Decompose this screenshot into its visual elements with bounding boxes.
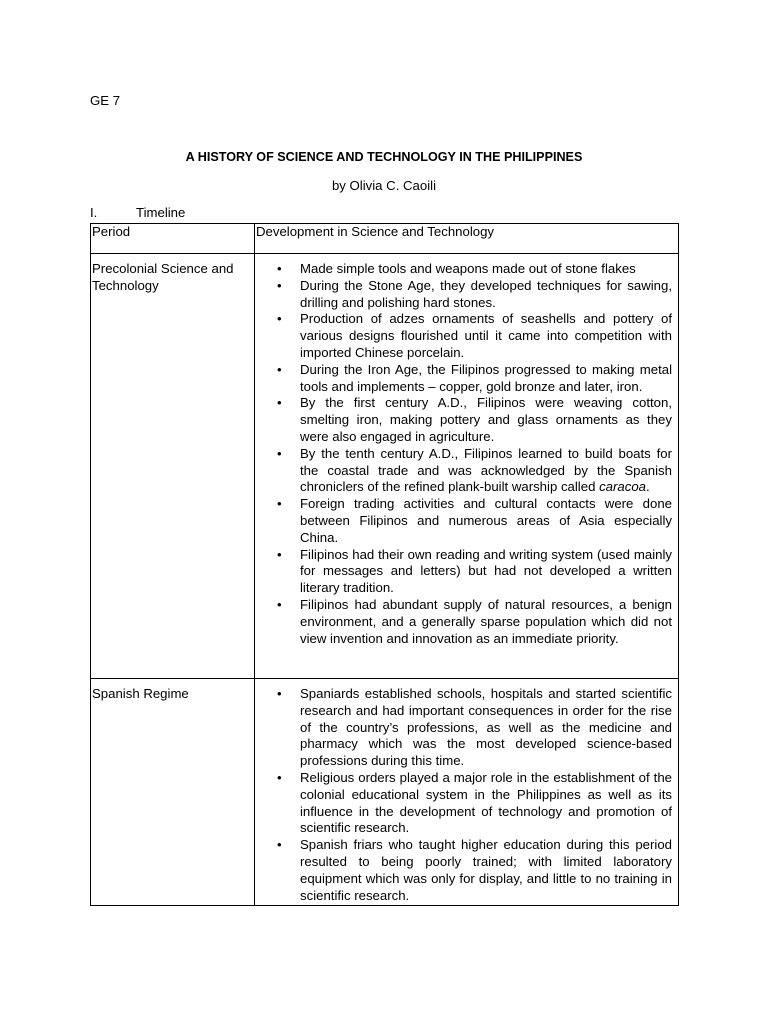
list-item: • Made simple tools and weapons made out of stone flakes xyxy=(277,261,636,276)
list-item: • Production of adzes ornaments of seashells and pottery of various designs flourished until it came into competition with imported Chinese porcelain. xyxy=(277,311,672,360)
list-item: • Foreign trading activities and cultural contacts were done between Filipinos and numerous areas of Asia especially China. xyxy=(277,496,672,545)
period-cell: Spanish Regime xyxy=(91,679,255,906)
bullet-icon: • xyxy=(277,261,282,276)
period-cell: Precolonial Science and Technology xyxy=(91,254,255,679)
bullet-icon: • xyxy=(277,496,282,512)
italic-term: caracoa xyxy=(599,479,646,495)
table-row xyxy=(91,254,679,679)
document-title: A HISTORY OF SCIENCE AND TECHNOLOGY IN THE PHILIPPINES xyxy=(185,150,583,164)
list-item: • By the tenth century A.D., Filipinos learned to build boats for the coastal trade and was acknowledged by the Spanish chroniclers of the refined plank-built warship called caracoa. xyxy=(277,445,672,495)
list-item: • During the Iron Age, the Filipinos progressed to making metal tools and implements – copper, gold bronze and later, iron. xyxy=(277,361,672,394)
list-item: • Religious orders played a major role in the establishment of the colonial educational system in the Philippines as well as its influence in the development of technology and promotion of scientific research. xyxy=(277,769,672,836)
section-heading xyxy=(90,205,185,220)
list-item: • Filipinos had abundant supply of natural resources, a benign environment, and a generally sparse population which did not view invention and innovation as an immediate priority. xyxy=(277,596,672,646)
bullet-icon: • xyxy=(277,277,282,293)
development-cell xyxy=(255,679,679,906)
list-item: • During the Stone Age, they developed techniques for sawing, drilling and polishing hard stones. xyxy=(277,277,672,310)
timeline-table xyxy=(90,223,679,906)
bullet-icon: • xyxy=(277,837,282,853)
development-cell xyxy=(255,254,679,679)
list-item: • By the first century A.D., Filipinos were weaving cotton, smelting iron, making pottery and glass ornaments as they were also engaged in agriculture. xyxy=(277,395,672,444)
bullet-icon: • xyxy=(277,546,282,562)
bullet-icon: • xyxy=(277,596,282,612)
table-header-row xyxy=(91,224,679,254)
table-row xyxy=(91,679,679,906)
column-header-period: Period xyxy=(91,224,255,254)
bullet-icon: • xyxy=(277,445,282,461)
list-item: • Filipinos had their own reading and writing system (used mainly for messages and letters) but had not developed a written literary tradition. xyxy=(277,546,672,596)
course-code: GE 7 xyxy=(90,93,121,108)
bullet-icon: • xyxy=(277,686,282,701)
bullet-icon: • xyxy=(277,395,282,411)
bullet-icon: • xyxy=(277,361,282,377)
list-item: • Spaniards established schools, hospitals and started scientific research and had important consequences in order for the rise of the country’s professions, as well as the medicine and pharmacy which was the most developed science-based professions during this time. xyxy=(277,686,672,769)
development-list xyxy=(255,686,678,904)
bullet-icon: • xyxy=(277,769,282,785)
author-line: by Olivia C. Caoili xyxy=(331,178,437,193)
bullet-icon: • xyxy=(277,311,282,327)
section-number: I. xyxy=(90,205,98,220)
list-item: • Spanish friars who taught higher education during this period resulted to being poorly trained; with limited laboratory equipment which was only for display, and little to no training in scientific research. xyxy=(277,837,672,903)
column-header-development: Development in Science and Technology xyxy=(255,224,679,254)
development-list xyxy=(255,261,678,647)
section-title: Timeline xyxy=(136,205,186,220)
